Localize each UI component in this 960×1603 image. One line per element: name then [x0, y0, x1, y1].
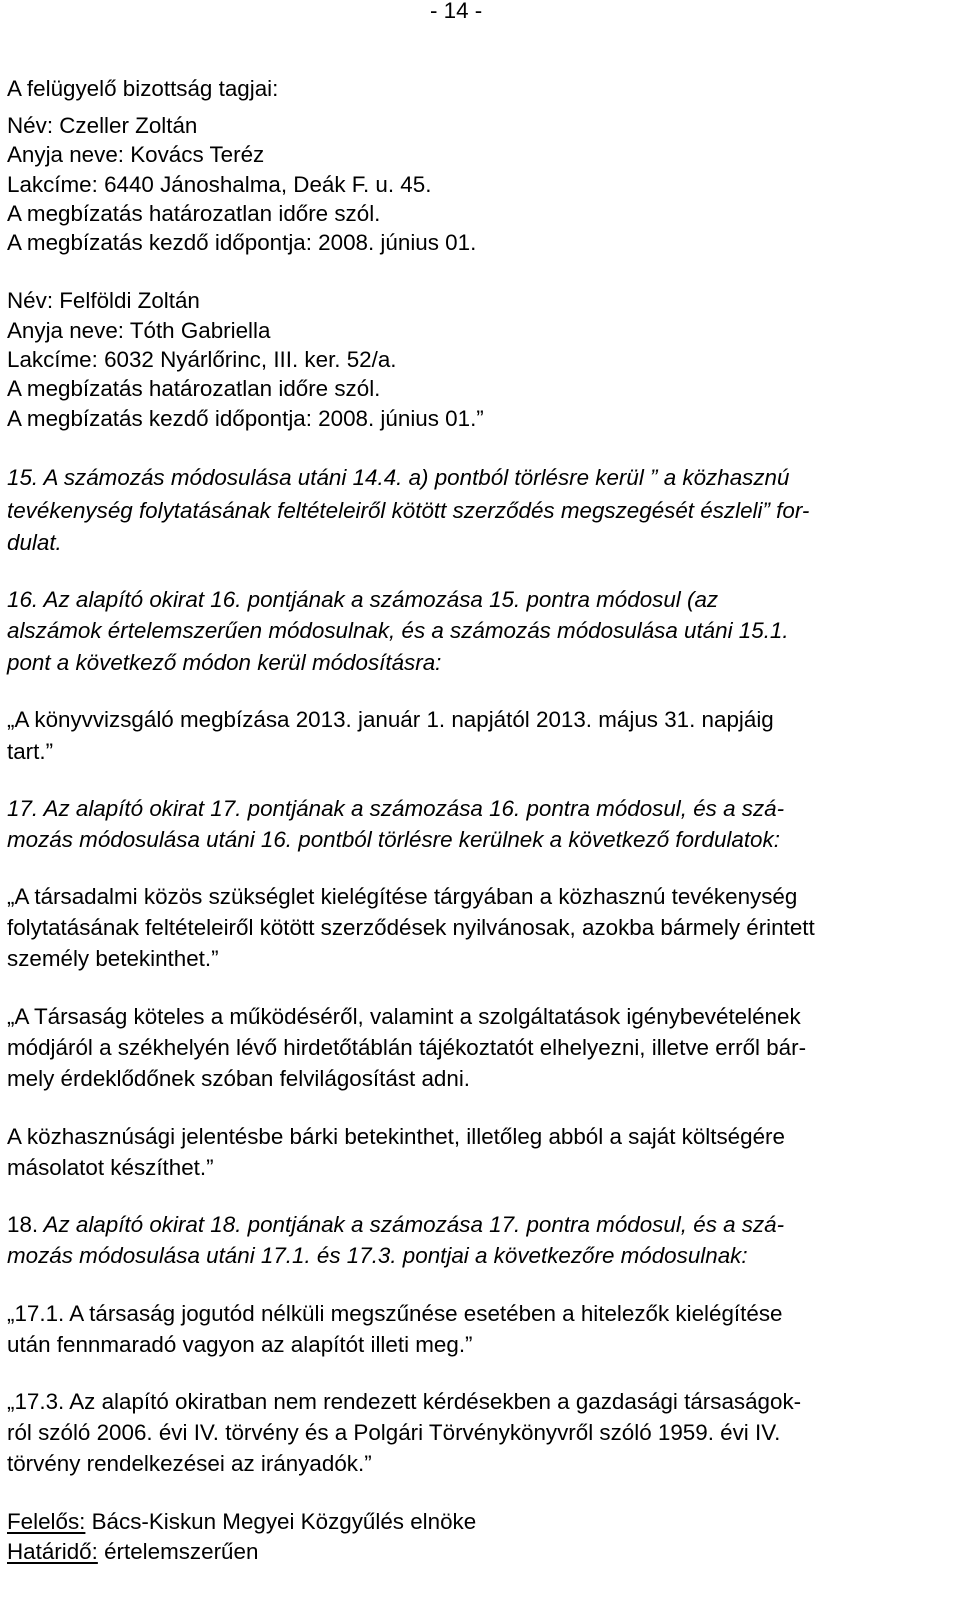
member-address: Lakcíme: 6440 Jánoshalma, Deák F. u. 45. [7, 172, 432, 197]
section-18-text: Az alapító okirat 18. pontjának a számozása 17. pontra módosul, és a szá- [38, 1212, 785, 1237]
quote-17a-line: „A társadalmi közös szükséglet kielégítése tárgyában a közhasznú tevékenység [7, 884, 798, 909]
member-address: Lakcíme: 6032 Nyárlőrinc, III. ker. 52/a. [7, 347, 397, 372]
member-start: A megbízatás kezdő időpontja: 2008. június 01.” [7, 406, 484, 431]
quote-18b-line: ról szóló 2006. évi IV. törvény és a Polgári Törvénykönyvről szóló 1959. évi IV. [7, 1420, 781, 1445]
quote-16-line: tart.” [7, 739, 54, 764]
member-mother: Anyja neve: Kovács Teréz [7, 142, 265, 167]
quote-17b-line: mely érdeklődőnek szóban felvilágosítást adni. [7, 1066, 471, 1091]
section-16-line: 16. Az alapító okirat 16. pontjának a számozása 15. pontra módosul (az [7, 587, 719, 612]
quote-18a-line: „17.1. A társaság jogutód nélküli megszűnése esetében a hitelezők kielégítése [7, 1301, 783, 1326]
member-name: Név: Czeller Zoltán [7, 113, 198, 138]
section-15-line: dulat. [7, 530, 62, 555]
section-15-line: 15. A számozás módosulása utáni 14.4. a) pontból törlésre kerül ” a közhasznú [7, 465, 790, 490]
responsible-line [7, 1511, 476, 1533]
member-name: Név: Felföldi Zoltán [7, 288, 200, 313]
section-15-line: tevékenység folytatásának feltételeiről kötött szerződés megszegését észleli” for- [7, 498, 810, 523]
quote-17c-line: másolatot készíthet.” [7, 1155, 214, 1180]
deadline-line [7, 1541, 258, 1563]
section-16-line: pont a következő módon kerül módosításra: [7, 650, 442, 675]
board-heading: A felügyelő bizottság tagjai: [7, 76, 279, 101]
quote-16-line: „A könyvvizsgáló megbízása 2013. január 1. napjától 2013. május 31. napjáig [7, 707, 774, 732]
member-term: A megbízatás határozatlan időre szól. [7, 201, 381, 226]
deadline-label: Határidő: [7, 1539, 98, 1564]
responsible-value: Bács-Kiskun Megyei Közgyűlés elnöke [85, 1509, 477, 1534]
section-18-number: 18. [7, 1212, 39, 1237]
deadline-value: értelemszerűen [97, 1539, 259, 1564]
quote-17b-line: „A Társaság köteles a működéséről, valamint a szolgáltatások igénybevételének [7, 1004, 801, 1029]
quote-18b-line: törvény rendelkezései az irányadók.” [7, 1451, 372, 1476]
section-18-line [7, 1214, 784, 1236]
quote-18a-line: után fennmaradó vagyon az alapítót illeti meg.” [7, 1332, 473, 1357]
quote-17a-line: személy betekinthet.” [7, 946, 219, 971]
section-18-line: mozás módosulása utáni 17.1. és 17.3. pontjai a következőre módosulnak: [7, 1243, 748, 1268]
section-16-line: alszámok értelemszerűen módosulnak, és a számozás módosulása utáni 15.1. [7, 618, 789, 643]
member-start: A megbízatás kezdő időpontja: 2008. június 01. [7, 230, 477, 255]
quote-17c-line: A közhasznúsági jelentésbe bárki betekinthet, illetőleg abból a saját költségére [7, 1124, 785, 1149]
quote-17a-line: folytatásának feltételeiről kötött szerződések nyilvánosak, azokba bármely érintett [7, 915, 815, 940]
page-number: - 14 - [430, 0, 483, 23]
quote-18b-line: „17.3. Az alapító okiratban nem rendezett kérdésekben a gazdasági társaságok- [7, 1389, 802, 1414]
member-mother: Anyja neve: Tóth Gabriella [7, 318, 271, 343]
section-17-line: mozás módosulása utáni 16. pontból törlésre kerülnek a következő fordulatok: [7, 827, 780, 852]
member-term: A megbízatás határozatlan időre szól. [7, 376, 381, 401]
quote-17b-line: módjáról a székhelyén lévő hirdetőtáblán tájékoztatót elhelyezni, illetve erről bár- [7, 1035, 807, 1060]
section-17-line: 17. Az alapító okirat 17. pontjának a számozása 16. pontra módosul, és a szá- [7, 796, 785, 821]
responsible-label: Felelős: [7, 1509, 86, 1534]
